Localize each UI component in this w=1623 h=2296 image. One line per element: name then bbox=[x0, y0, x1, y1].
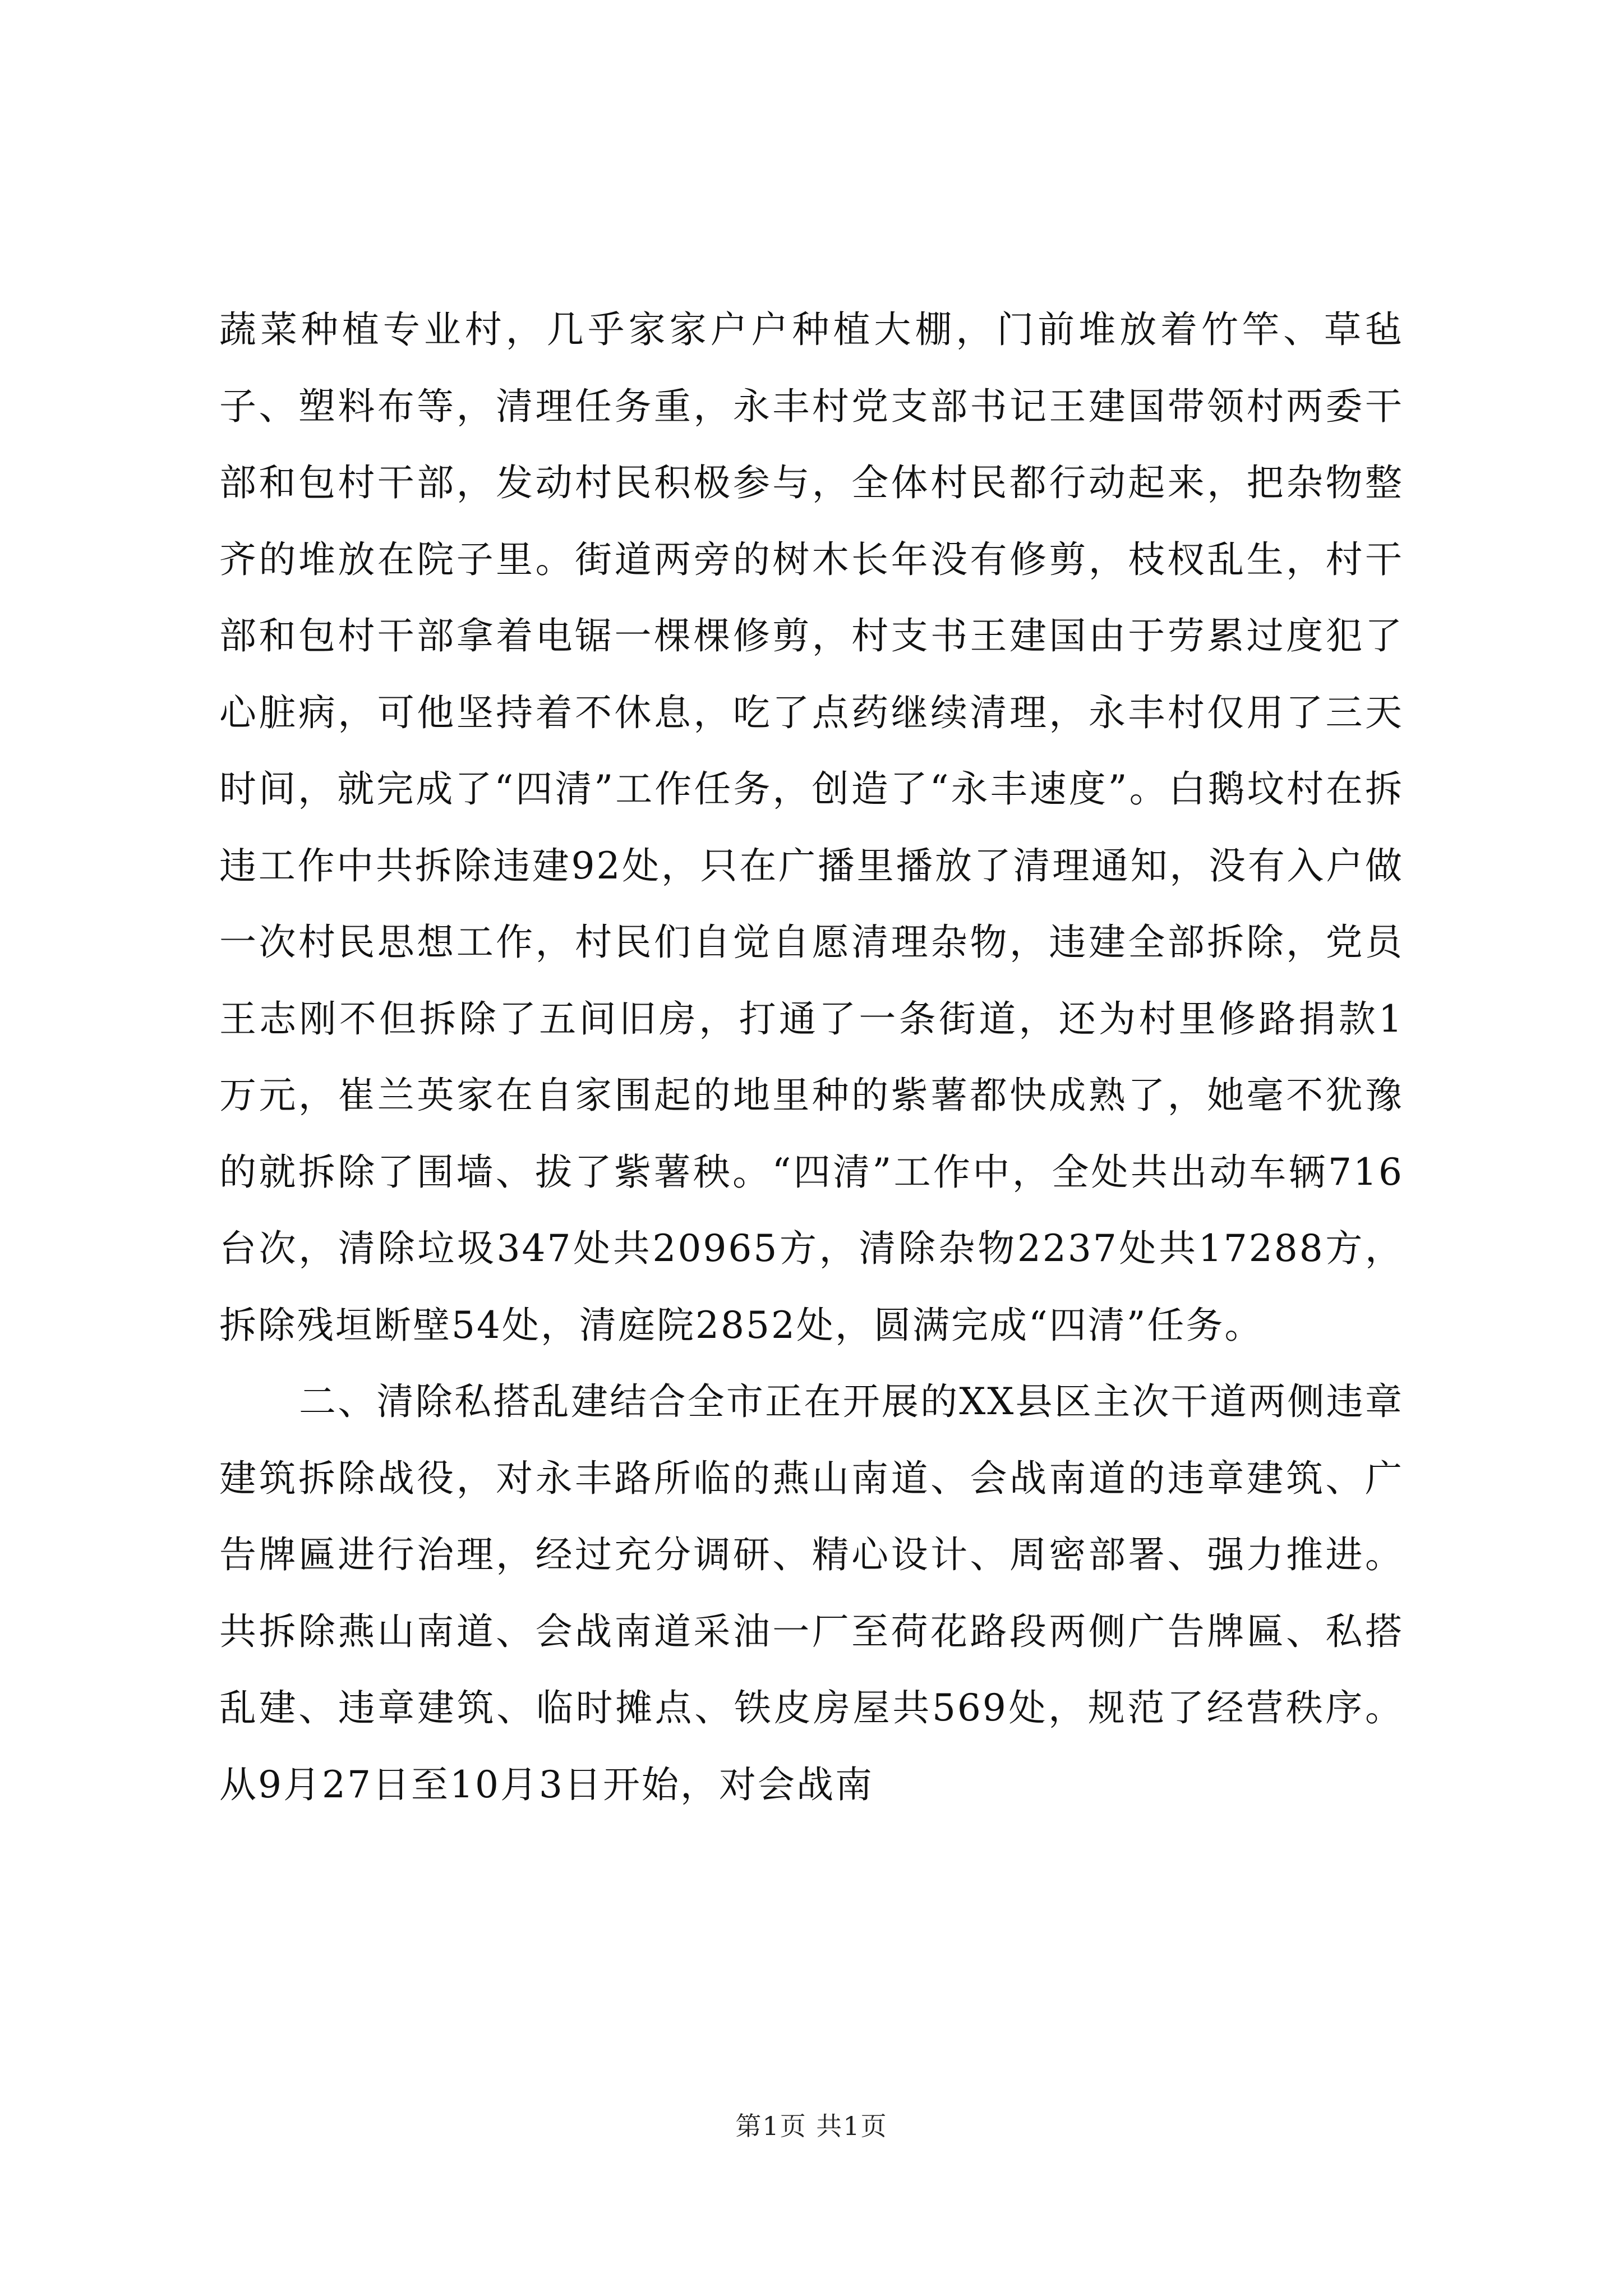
document-body bbox=[219, 292, 1404, 1823]
page-number-footer: 第1页 共1页 bbox=[735, 2111, 888, 2141]
paragraph-cleanup-village-work: 蔬菜种植专业村，几乎家家户户种植大棚，门前堆放着竹竿、草毡子、塑料布等，清理任务重，永丰村党支部书记王建国带领村两委干部和包村干部，发动村民积极参与，全体村民都行动起来，把杂物整齐的堆放在院子里。街道两旁的树木长年没有修剪，枝杈乱生，村干部和包村干部拿着电锯一棵棵修剪，村支书王建国由于劳累过度犯了心脏病，可他坚持着不休息，吃了点药继续清理，永丰村仅用了三天时间，就完成了“四清”工作任务，创造了“永丰速度”。白鹅坟村在拆违工作中共拆除违建92处，只在广播里播放了清理通知，没有入户做一次村民思想工作，村民们自觉自愿清理杂物，违建全部拆除，党员王志刚不但拆除了五间旧房，打通了一条街道，还为村里修路捐款1万元，崔兰英家在自家围起的地里种的紫薯都快成熟了，她毫不犹豫的就拆除了围墙、拔了紫薯秧。“四清”工作中，全处共出动车辆716台次，清除垃圾347处共20965方，清除杂物2237处共17288方，拆除残垣断壁54处，清庭院2852处，圆满完成“四清”任务。 bbox=[219, 308, 1404, 1347]
paragraph-illegal-construction-removal: 二、清除私搭乱建结合全市正在开展的XX县区主次干道两侧违章建筑拆除战役，对永丰路所临的燕山南道、会战南道的违章建筑、广告牌匾进行治理，经过充分调研、精心设计、周密部署、强力推进。共拆除燕山南道、会战南道采油一厂至荷花路段两侧广告牌匾、私搭乱建、违章建筑、临时摊点、铁皮房屋共569处，规范了经营秩序。从9月27日至10月3日开始，对会战南 bbox=[219, 1380, 1404, 1806]
